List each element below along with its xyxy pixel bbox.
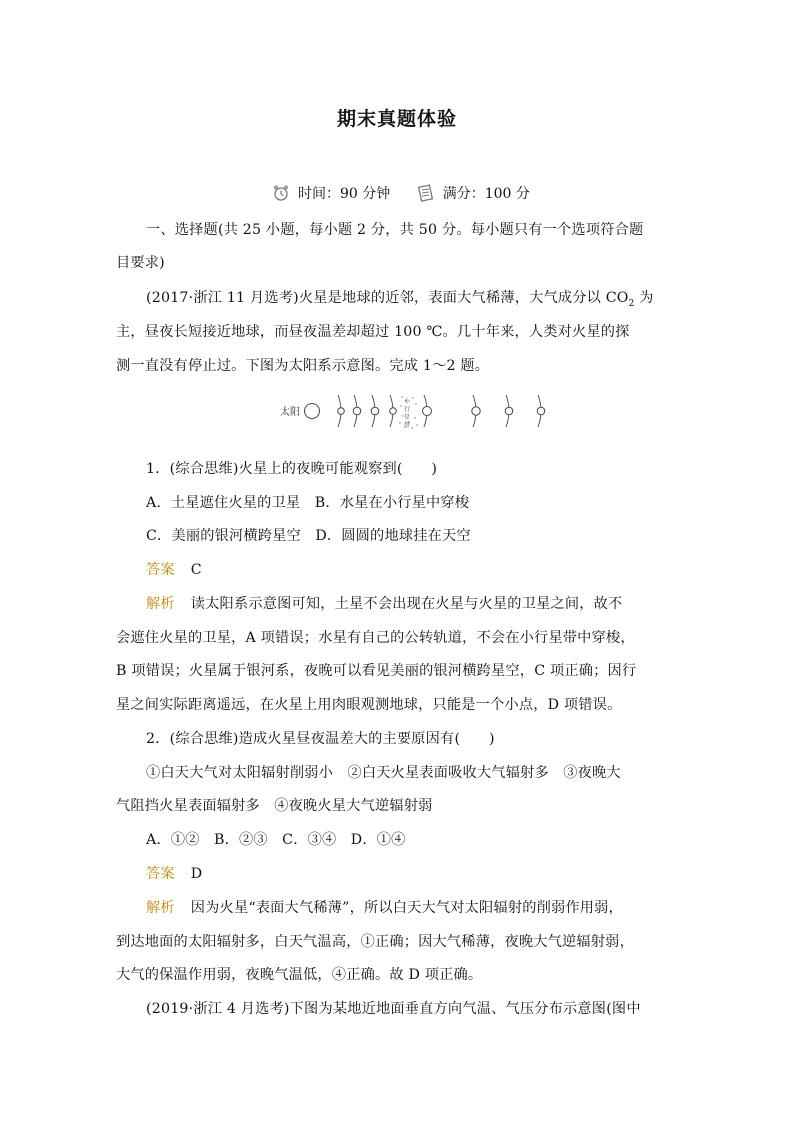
sun-label: 太阳	[280, 407, 300, 418]
section-heading-cont: 目要求)	[116, 255, 165, 271]
svg-text:带: 带	[404, 422, 411, 429]
exam-meta	[272, 183, 530, 203]
q1-options-cd: C．美丽的银河横跨星空 D．圆圆的地球挂在天空	[146, 528, 471, 544]
answer-label: 答案	[146, 866, 175, 882]
q2-answer	[146, 863, 202, 883]
section-heading: 一、选择题(共 25 小题，每小题 2 分，共 50 分。每小题只有一个选项符合题	[146, 222, 644, 238]
q1-analysis-4: 星之间实际距离遥远，在火星上用肉眼观测地球，只能是一个小点，D 项错误。	[116, 697, 622, 713]
answer-value: C	[190, 562, 202, 578]
q2-items-2: 气阻挡火星表面辐射多 ④夜晚火星大气逆辐射弱	[116, 798, 433, 814]
q1-options-ab: A．土星遮住火星的卫星 B．水星在小行星中穿梭	[146, 495, 470, 511]
q2-stem: 2．(综合思维)造成火星昼夜温差大的主要原因有( )	[146, 731, 495, 747]
q2-options: A．①② B．②③ C．③④ D．①④	[146, 832, 406, 848]
analysis-label: 解析	[146, 596, 175, 612]
planet-uranus-icon	[505, 407, 513, 415]
planet-venus-icon	[353, 407, 361, 415]
planet-earth-icon	[371, 407, 379, 415]
full-score: 满分：100 分	[442, 186, 530, 202]
svg-text:星: 星	[404, 414, 411, 421]
q1-answer	[146, 559, 202, 579]
q2-analysis-3: 大气的保温作用弱，夜晚气温低，④正确。故 D 项正确。	[116, 967, 483, 983]
solar-system-diagram	[278, 392, 550, 432]
svg-text:小: 小	[404, 398, 411, 405]
planet-mars-icon	[390, 408, 397, 415]
analysis-label: 解析	[146, 900, 175, 916]
alarm-clock-icon	[272, 184, 290, 202]
planet-jupiter-icon	[423, 407, 432, 416]
q2-analysis-2: 到达地面的太阳辐射多，白天气温高，①正确；因大气稀薄，夜晚大气逆辐射弱，	[116, 934, 634, 950]
asteroid-belt	[399, 396, 417, 429]
q2-analysis-1: 解析 因为火星“表面大气稀薄”，所以白天大气对太阳辐射的削弱作用弱，	[146, 900, 623, 916]
q1-stem: 1．(综合思维)火星上的夜晚可能观察到( )	[146, 461, 438, 477]
planet-neptune-icon	[537, 407, 545, 415]
time-limit: 时间：90 分钟	[298, 186, 391, 202]
answer-value: D	[190, 866, 203, 882]
passage-intro-1: (2017·浙江 11 月选考)火星是地球的近邻，表面大气稀薄，大气成分以 $CO_2$ 为	[146, 290, 654, 309]
planet-saturn-icon	[472, 407, 480, 415]
passage-intro-next: (2019·浙江 4 月选考)下图为某地近地面垂直方向气温、气压分布示意图(图中	[146, 1001, 641, 1017]
passage-intro-3: 测一直没有停止过。下图为太阳系示意图。完成 1～2 题。	[116, 358, 490, 374]
page-title: 期末真题体验	[336, 108, 457, 130]
q1-analysis-2: 会遮住火星的卫星，A 项错误；水星有自己的公转轨道，不会在小行星带中穿梭，	[116, 630, 635, 646]
q1-analysis-1: 解析 读太阳系示意图可知，土星不会出现在火星与火星的卫星之间，故不	[146, 596, 623, 612]
planet-mercury-icon	[338, 408, 345, 415]
sun-icon	[305, 404, 320, 419]
score-paper-icon	[417, 184, 435, 202]
q2-items-1: ①白天大气对太阳辐射削弱小 ②白天火星表面吸收大气辐射多 ③夜晚大	[146, 765, 621, 781]
passage-intro-2: 主，昼夜长短接近地球，而昼夜温差却超过 100 ℃。几十年来，人类对火星的探	[116, 324, 630, 340]
q1-analysis-3: B 项错误；火星属于银河系，夜晚可以看见美丽的银河横跨星空，C 项正确；因行	[116, 663, 637, 679]
answer-label: 答案	[146, 562, 175, 578]
svg-text:行: 行	[404, 406, 411, 413]
planets	[338, 407, 545, 416]
